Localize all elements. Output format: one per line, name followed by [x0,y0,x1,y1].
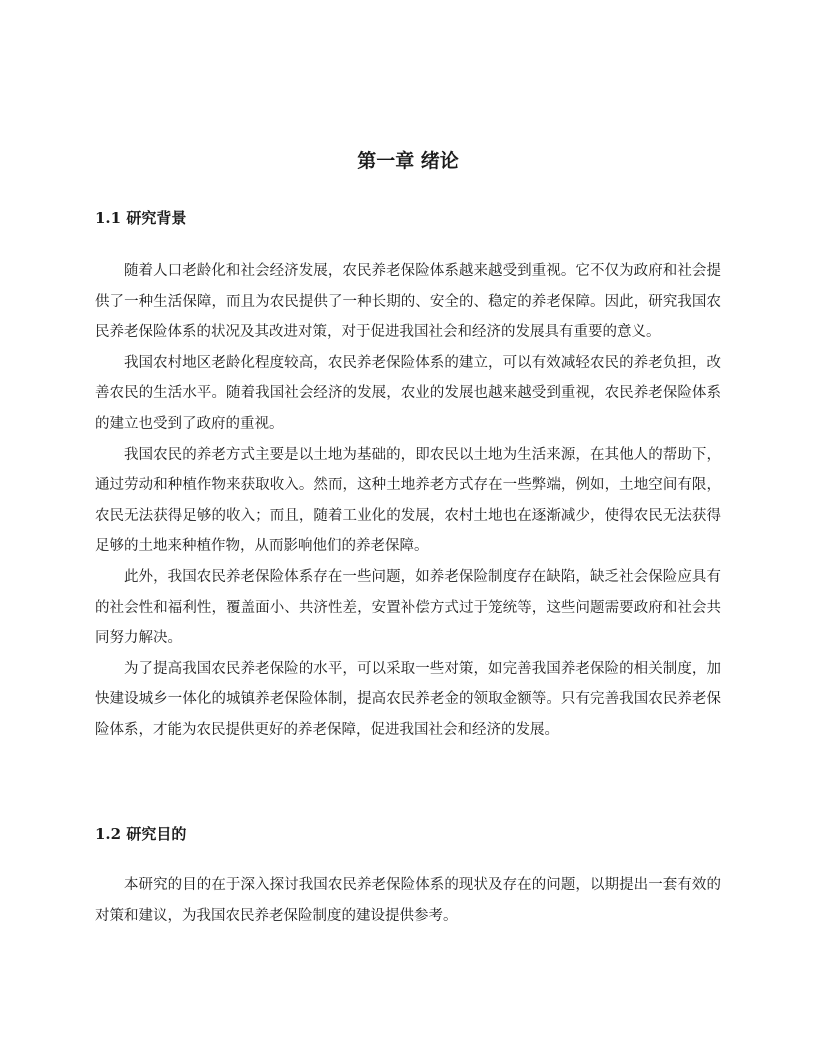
paragraph: 本研究的目的在于深入探讨我国农民养老保险体系的现状及存在的问题，以期提出一套有效的对策和建议，为我国农民养老保险制度的建设提供参考。 [95,877,721,924]
paragraph: 随着人口老龄化和社会经济发展，农民养老保险体系越来越受到重视。它不仅为政府和社会提供了一种生活保障，而且为农民提供了一种长期的、安全的、稳定的养老保障。因此，研究我国农民养老保险体系的状况及其改进对策，对于促进我国社会和经济的发展具有重要的意义。 [95,263,721,341]
section-body-purpose [95,870,721,931]
section-heading-background: 1.1 研究背景 [95,209,187,227]
section-heading-purpose: 1.2 研究目的 [95,825,187,843]
paragraph: 为了提高我国农民养老保险的水平，可以采取一些对策，如完善我国养老保险的相关制度，加快建设城乡一体化的城镇养老保险体制，提高农民养老金的领取金额等。只有完善我国农民养老保险体系，才能为农民提供更好的养老保障，促进我国社会和经济的发展。 [95,660,721,738]
section-body-background [95,256,721,746]
paragraph: 我国农民的养老方式主要是以土地为基础的，即农民以土地为生活来源，在其他人的帮助下，通过劳动和种植作物来获取收入。然而，这种土地养老方式存在一些弊端，例如，土地空间有限，农民无法获得足够的收入；而且，随着工业化的发展，农村土地也在逐渐减少，使得农民无法获得足够的土地来种植作物，从而影响他们的养老保障。 [95,446,721,555]
paragraph: 此外，我国农民养老保险体系存在一些问题，如养老保险制度存在缺陷，缺乏社会保险应具有的社会性和福利性，覆盖面小、共济性差，安置补偿方式过于笼统等，这些问题需要政府和社会共同努力解决。 [95,568,721,647]
chapter-title: 第一章 绪论 [357,150,459,172]
paragraph: 我国农村地区老龄化程度较高，农民养老保险体系的建立，可以有效减轻农民的养老负担，改善农民的生活水平。随着我国社会经济的发展，农业的发展也越来越受到重视，农民养老保险体系的建立也受到了政府的重视。 [95,354,721,432]
